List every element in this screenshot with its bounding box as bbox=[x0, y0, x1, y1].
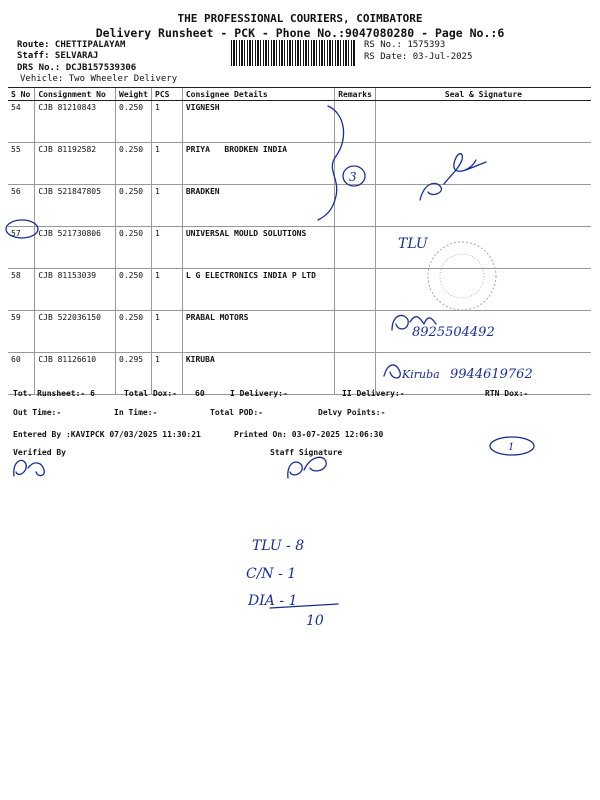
tlu-mark: TLU bbox=[398, 236, 428, 252]
phone-row-60: 9944619762 bbox=[450, 367, 533, 382]
tally-line-3: DIA - 1 bbox=[248, 593, 298, 609]
delvy-points: Delvy Points:- bbox=[318, 408, 386, 417]
col-header-consignment: Consignment No bbox=[35, 88, 116, 101]
cell-sno: 59 bbox=[8, 311, 35, 353]
circle-one-number: 1 bbox=[508, 442, 515, 453]
signature-row-55 bbox=[420, 154, 486, 200]
cell-consignment: CJB 81210843 bbox=[35, 101, 116, 143]
cell-pcs: 1 bbox=[152, 311, 183, 353]
verifier-signature bbox=[14, 460, 45, 476]
cell-pcs: 1 bbox=[152, 101, 183, 143]
name-row-60: Kiruba bbox=[402, 368, 440, 381]
consignee-name: BRADKEN bbox=[185, 187, 220, 196]
tally-line-1: TLU - 8 bbox=[252, 538, 305, 554]
col-header-remarks: Remarks bbox=[335, 88, 376, 101]
cell-pcs: 1 bbox=[152, 143, 183, 185]
signature-row-60 bbox=[384, 365, 400, 378]
col-header-seal-signature: Seal & Signature bbox=[375, 88, 591, 101]
printed-on: Printed On: 03-07-2025 12:06:30 bbox=[234, 430, 384, 439]
cell-sno: 55 bbox=[8, 143, 35, 185]
route-label: Route: CHETTIPALAYAM bbox=[17, 40, 126, 50]
delivery-stamp bbox=[428, 242, 496, 310]
col-header-pcs: PCS bbox=[152, 88, 183, 101]
cell-consignment: CJB 521847805 bbox=[35, 185, 116, 227]
row-57-circle bbox=[6, 220, 38, 238]
consignee-name: PRIYA BRODKEN INDIA bbox=[185, 145, 288, 154]
staff-signature-label: Staff Signature bbox=[270, 448, 343, 457]
consignee-name: UNIVERSAL MOULD SOLUTIONS bbox=[185, 229, 307, 238]
rtn-dox: RTN Dox:- bbox=[485, 389, 529, 398]
consignee-name: KIRUBA bbox=[185, 355, 215, 364]
cell-weight: 0.250 bbox=[116, 227, 152, 269]
consignee-name: L G ELECTRONICS INDIA P LTD bbox=[185, 271, 316, 280]
cell-consignment: CJB 522036150 bbox=[35, 311, 116, 353]
i-delivery: I Delivery:- bbox=[230, 389, 288, 398]
runsheet-subtitle: Delivery Runsheet - PCK - Phone No.:9047080280 - Page No.:6 bbox=[95, 26, 505, 40]
in-time: In Time:- bbox=[114, 408, 158, 417]
cell-sno: 56 bbox=[8, 185, 35, 227]
consignee-name: VIGNESH bbox=[185, 103, 220, 112]
out-time: Out Time:- bbox=[13, 408, 62, 417]
tally-line-2: C/N - 1 bbox=[246, 566, 297, 582]
entered-by: Entered By :KAVIPCK 07/03/2025 11:30:21 bbox=[13, 430, 201, 439]
drs-number: DRS No.: DCJB157539306 bbox=[17, 63, 137, 73]
cell-pcs: 1 bbox=[152, 227, 183, 269]
total-pod: Total POD:- bbox=[210, 408, 263, 417]
verified-by: Verified By bbox=[13, 448, 66, 457]
cell-pcs: 1 bbox=[152, 185, 183, 227]
cell-weight: 0.250 bbox=[116, 101, 152, 143]
total-dox-label: Total Dox:- bbox=[124, 389, 177, 398]
cell-weight: 0.295 bbox=[116, 353, 152, 395]
cell-sno: 54 bbox=[8, 101, 35, 143]
cell-weight: 0.250 bbox=[116, 185, 152, 227]
cell-consignment: CJB 81126610 bbox=[35, 353, 116, 395]
total-dox-value: 60 bbox=[195, 389, 205, 398]
remarks-bracket bbox=[318, 106, 344, 220]
ii-delivery: II Delivery:- bbox=[342, 389, 405, 398]
cell-consignment: CJB 521730806 bbox=[35, 227, 116, 269]
remark-circle-number: 3 bbox=[349, 170, 357, 184]
cell-sno: 60 bbox=[8, 353, 35, 395]
cell-consignment: CJB 81192582 bbox=[35, 143, 116, 185]
cell-sno: 58 bbox=[8, 269, 35, 311]
delivery-stamp-inner bbox=[440, 254, 484, 298]
col-header-sno: S No bbox=[8, 88, 35, 101]
phone-row-59: 8925504492 bbox=[412, 325, 495, 340]
rs-date: RS Date: 03-Jul-2025 bbox=[364, 52, 473, 62]
staff-signature-mark bbox=[288, 457, 326, 478]
cell-weight: 0.250 bbox=[116, 269, 152, 311]
tot-runsheet: Tot. Runsheet:- 6 bbox=[13, 389, 95, 398]
cell-weight: 0.250 bbox=[116, 311, 152, 353]
staff-label: Staff: SELVARAJ bbox=[17, 51, 99, 61]
rs-number: RS No.: 1575393 bbox=[364, 40, 446, 50]
consignee-name: PRABAL MOTORS bbox=[185, 313, 249, 322]
company-title: THE PROFESSIONAL COURIERS, COIMBATORE bbox=[177, 12, 423, 25]
cell-weight: 0.250 bbox=[116, 143, 152, 185]
col-header-consignee: Consignee Details bbox=[182, 88, 334, 101]
cell-pcs: 1 bbox=[152, 353, 183, 395]
tally-total: 10 bbox=[306, 613, 324, 629]
col-header-weight: Weight bbox=[116, 88, 152, 101]
cell-sno: 57 bbox=[8, 227, 35, 269]
cell-consignment: CJB 81153039 bbox=[35, 269, 116, 311]
vehicle-label: Vehicle: Two Wheeler Delivery bbox=[20, 74, 178, 84]
cell-pcs: 1 bbox=[152, 269, 183, 311]
